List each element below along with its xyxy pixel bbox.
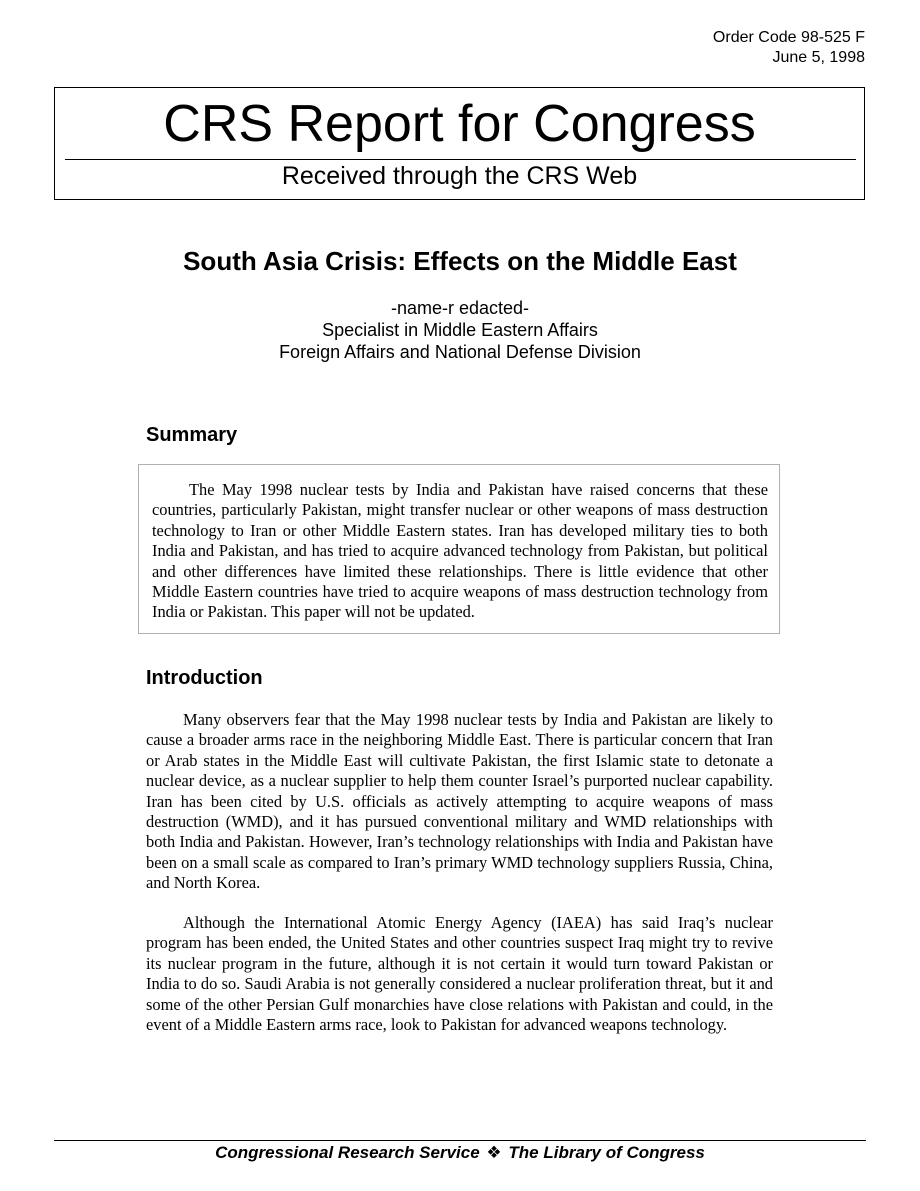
author-division: Foreign Affairs and National Defense Division: [279, 342, 641, 362]
order-code: Order Code 98-525 F: [712, 29, 865, 46]
introduction-heading: Introduction: [146, 667, 263, 689]
banner-subtitle: Received through the CRS Web: [281, 162, 638, 190]
report-banner: [54, 87, 865, 200]
footer-crs: Congressional Research Service: [215, 1143, 480, 1162]
summary-box: [138, 464, 780, 634]
footer: [0, 1142, 920, 1164]
author-name: -name-r edacted-: [390, 298, 530, 318]
order-info: [713, 28, 865, 68]
summary-heading: Summary: [146, 424, 238, 446]
footer-divider: [54, 1140, 866, 1141]
diamond-separator-icon: ❖: [486, 1143, 502, 1162]
banner-title: CRS Report for Congress: [163, 95, 756, 153]
author-position: Specialist in Middle Eastern Affairs: [322, 320, 598, 340]
summary-text: The May 1998 nuclear tests by India and Pakistan have raised concerns that these countries, particularly Pakistan, might transfer nuclear or other weapons of mass destruction technology to Iran or other Middle Eastern states. Iran has developed military ties to both India and Pakistan, and has tried to acquire advanced technology from Pakistan, but political and other differences have limited these relationships. There is little evidence that other Middle Eastern countries have tried to acquire weapons of mass destruction technology from India or Pakistan. This paper will not be updated.: [152, 480, 768, 622]
banner-divider: [65, 159, 856, 160]
introduction-paragraph-2: Although the International Atomic Energy Agency (IAEA) has said Iraq’s nuclear program has been ended, the United States and other countries suspect Iraq might try to revive its nuclear program in the future, although it is not certain it would turn toward Pakistan or India to do so. Saudi Arabia is not generally considered a nuclear proliferation threat, but it and some of the other Persian Gulf monarchies have close relations with Pakistan and could, in the event of a Middle Eastern arms race, look to Pakistan for advanced weapons technology.: [146, 913, 773, 1035]
report-title: South Asia Crisis: Effects on the Middle East: [183, 246, 737, 276]
report-date: June 5, 1998: [772, 49, 865, 66]
author-block: [0, 297, 920, 363]
introduction-paragraph-1: Many observers fear that the May 1998 nuclear tests by India and Pakistan are likely to cause a broader arms race in the neighboring Middle East. There is particular concern that Iran or Arab states in the Middle East will cultivate Pakistan, the first Islamic state to detonate a nuclear device, as a nuclear supplier to help them counter Israel’s purported nuclear capability. Iran has been cited by U.S. officials as actively attempting to acquire weapons of mass destruction (WMD), and it has pursued conventional military and WMD relationships with both India and Pakistan. However, Iran’s technology relationships with India and Pakistan have been on a small scale as compared to Iran’s primary WMD technology suppliers Russia, China, and North Korea.: [146, 710, 773, 893]
footer-library: The Library of Congress: [508, 1143, 705, 1162]
